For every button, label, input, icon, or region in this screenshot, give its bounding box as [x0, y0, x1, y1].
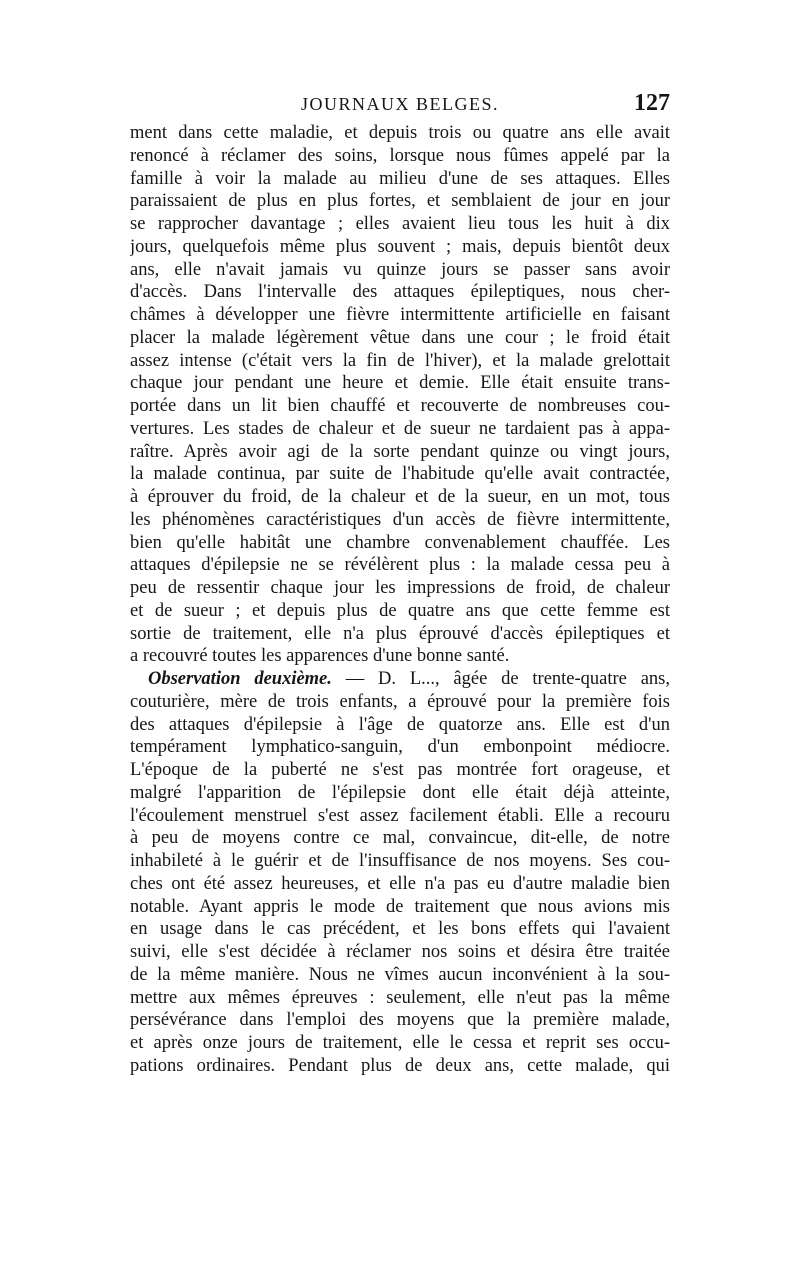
- text-line: sortie de traitement, elle n'a plus éprouvé d'accès épileptiques et: [130, 623, 670, 644]
- text-line: notable. Ayant appris le mode de traitement que nous avions mis: [130, 896, 670, 917]
- text-line: inhabileté à le guérir et de l'insuffisance de nos moyens. Ses cou-: [130, 851, 670, 871]
- text-line: de la même manière. Nous ne vîmes aucun inconvénient à la sou-: [130, 964, 670, 985]
- text-line: paraissaient de plus en plus fortes, et semblaient de jour en jour: [130, 191, 670, 212]
- text-line: la malade continua, par suite de l'habitude qu'elle avait contractée,: [130, 464, 670, 485]
- paragraph-2: [130, 668, 670, 1078]
- text-line: châmes à développer une fièvre intermittente artificielle en faisant: [130, 305, 670, 325]
- text-line: et après onze jours de traitement, elle le cessa et reprit ses occu-: [130, 1033, 670, 1053]
- text-line: des attaques d'épilepsie à l'âge de quatorze ans. Elle est d'un: [130, 714, 670, 735]
- text-line: à éprouver du froid, de la chaleur et de la sueur, en un mot, tous: [130, 487, 670, 507]
- running-head: [130, 90, 670, 120]
- paragraph-2-first-line-text: — D. L..., âgée de trente-quatre ans,: [331, 669, 670, 689]
- text-line: couturière, mère de trois enfants, a éprouvé pour la première fois: [130, 691, 670, 712]
- text-line: portée dans un lit bien chauffé et recouverte de nombreuses cou-: [130, 396, 670, 416]
- text-line: tempérament lymphatico-sanguin, d'un embonpoint médiocre.: [130, 737, 670, 758]
- text-line: à peu de moyens contre ce mal, convaincue, dit-elle, de notre: [130, 828, 670, 849]
- text-line: renoncé à réclamer des soins, lorsque nous fûmes appelé par la: [130, 145, 670, 166]
- text-line: peu de ressentir chaque jour les impressions de froid, de chaleur: [130, 578, 670, 598]
- text-line: ches ont été assez heureuses, et elle n'a pas eu d'autre maladie bien: [130, 873, 670, 894]
- text-line: bien qu'elle habitât une chambre convenablement chauffée. Les: [130, 532, 670, 553]
- text-line: vertures. Les stades de chaleur et de sueur ne tardaient pas à appa-: [130, 418, 670, 439]
- text-line: persévérance dans l'emploi des moyens que la première malade,: [130, 1010, 670, 1031]
- text-line: assez intense (c'était vers la fin de l'hiver), et la malade grelottait: [130, 350, 670, 371]
- text-line: placer la malade légèrement vêtue dans une cour ; le froid était: [130, 327, 670, 348]
- text-line: raître. Après avoir agi de la sorte pendant quinze ou vingt jours,: [130, 441, 670, 462]
- text-line: pations ordinaires. Pendant plus de deux ans, cette malade, qui: [130, 1055, 670, 1076]
- text-line: a recouvré toutes les apparences d'une bonne santé.: [130, 646, 510, 667]
- paragraph-2-first-line: [130, 668, 670, 691]
- running-title: JOURNAUX BELGES.: [300, 94, 499, 114]
- text-line: l'écoulement menstruel s'est assez facilement établi. Elle a recouru: [130, 805, 670, 826]
- text-line: les phénomènes caractéristiques d'un accès de fièvre intermittente,: [130, 509, 670, 530]
- text-line: L'époque de la puberté ne s'est pas montrée fort orageuse, et: [130, 760, 670, 780]
- text-line: suivi, elle s'est décidée à réclamer nos soins et désira être traitée: [130, 942, 670, 962]
- text-line: ment dans cette maladie, et depuis trois ou quatre ans elle avait: [130, 123, 670, 143]
- text-line: malgré l'apparition de l'épilepsie dont elle était déjà atteinte,: [130, 782, 670, 803]
- text-line: et de sueur ; et depuis plus de quatre ans que cette femme est: [130, 600, 670, 621]
- text-line: en usage dans le cas précédent, et les bons effets qui l'avaient: [130, 919, 670, 940]
- paragraph-1: [130, 122, 670, 668]
- text-line: ans, elle n'avait jamais vu quinze jours se passer sans avoir: [130, 259, 670, 280]
- body-text: [130, 122, 670, 1078]
- text-line: famille à voir la malade au milieu d'une de ses attaques. Elles: [130, 168, 670, 189]
- text-line: jours, quelquefois même plus souvent ; mais, depuis bientôt deux: [130, 236, 670, 257]
- text-line: mettre aux mêmes épreuves : seulement, elle n'eut pas la même: [130, 987, 670, 1008]
- text-line: attaques d'épilepsie ne se révélèrent plus : la malade cessa peu à: [130, 555, 670, 576]
- text-line: se rapprocher davantage ; elles avaient lieu tous les huit à dix: [130, 214, 670, 234]
- text-line: chaque jour pendant une heure et demie. Elle était ensuite trans-: [130, 373, 670, 394]
- text-line: d'accès. Dans l'intervalle des attaques épileptiques, nous cher-: [130, 282, 670, 303]
- page-number: 127: [634, 90, 670, 116]
- observation-heading: Observation deuxième.: [148, 669, 332, 689]
